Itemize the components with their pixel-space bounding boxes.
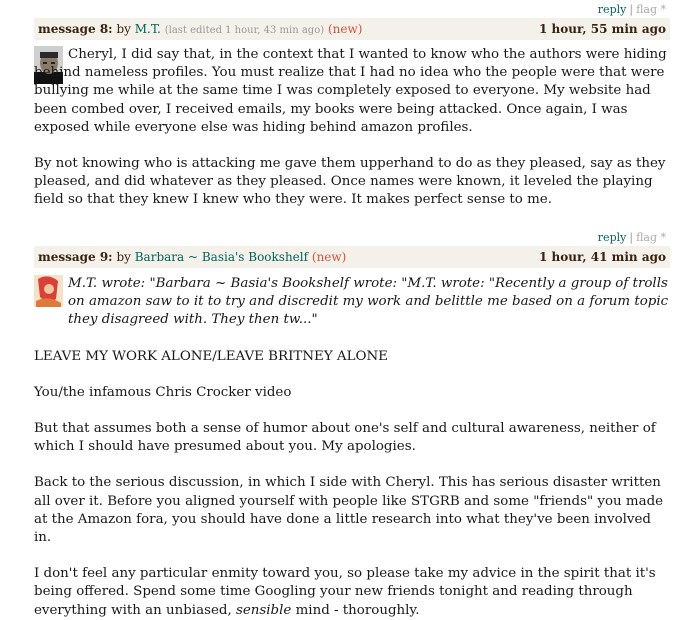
message-9-header bbox=[34, 246, 670, 268]
author-link[interactable]: M.T. bbox=[134, 22, 161, 36]
message-8-body bbox=[34, 46, 670, 210]
message-paragraph: But that assumes both a sense of humor about one's self and cultural awareness, neither of which I should have presumed about you. My apologies. bbox=[34, 421, 656, 455]
message-9-body bbox=[34, 275, 670, 620]
reply-link[interactable]: reply bbox=[597, 231, 627, 244]
message-9-actions bbox=[598, 231, 666, 244]
edited-note: (last edited 1 hour, 43 min ago) bbox=[164, 25, 325, 36]
message-8-header bbox=[34, 18, 670, 40]
new-badge: (new) bbox=[327, 22, 363, 36]
quoted-text: M.T. wrote: "Barbara ~ Basia's Bookshelf wrote: "M.T. wrote: "Recently a group of trolls on amazon saw to it to try and discredit my work and belittle me based on a forum topic they disagreed with. They then tw..." bbox=[68, 276, 669, 328]
emphasized-word: sensible bbox=[235, 602, 292, 618]
paragraph-text: I don't feel any particular enmity toward you, so please take my advice in the spirit that it's being offered. Spend some time Googling your new friends tonight and reading through everything with an unbiased, bbox=[34, 566, 656, 618]
message-8-actions bbox=[598, 3, 666, 16]
by-label: by bbox=[116, 22, 131, 36]
author-link[interactable]: Barbara ~ Basia's Bookshelf bbox=[134, 250, 309, 264]
paragraph-text: mind - thoroughly. bbox=[291, 602, 420, 618]
message-time[interactable]: 1 hour, 41 min ago bbox=[539, 250, 666, 264]
message-paragraph: By not knowing who is attacking me gave them upperhand to do as they pleased, say as they pleased, and did whatever as they pleased. Once names were known, it leveled the playing field so that they knew I knew who they were. It makes perfect sense to me. bbox=[34, 156, 666, 208]
by-label: by bbox=[116, 250, 131, 264]
separator: | bbox=[629, 3, 634, 16]
message-paragraph: You/the infamous Chris Crocker video bbox=[34, 384, 292, 400]
separator: | bbox=[629, 231, 634, 244]
reply-link[interactable]: reply bbox=[597, 3, 627, 16]
flag-link[interactable]: flag * bbox=[636, 231, 666, 244]
message-paragraph: LEAVE MY WORK ALONE/LEAVE BRITNEY ALONE bbox=[34, 348, 388, 364]
message-time[interactable]: 1 hour, 55 min ago bbox=[539, 22, 666, 36]
message-paragraph: Cheryl, I did say that, in the context that I wanted to know who the authors were hiding behind nameless profiles. You must realize that I had no idea who the people were that were bullying me while at the same time I was completely exposed to everyone. My website had been combed over, I received emails, my books were being attacked. Once again, I was exposed while everyone else was hiding behind amazon profiles. bbox=[34, 47, 667, 135]
message-paragraph bbox=[34, 565, 670, 620]
flag-link[interactable]: flag * bbox=[636, 3, 666, 16]
message-number: message 9: bbox=[38, 250, 113, 264]
message-paragraph: Back to the serious discussion, in which I side with Cheryl. This has serious disaster written all over it. Before you aligned yourself with people like STGRB and some "friends" you made at the Amazon fora, you should have done a little research into what they've been involved in. bbox=[34, 475, 664, 546]
new-badge: (new) bbox=[311, 250, 347, 264]
message-number: message 8: bbox=[38, 22, 113, 36]
